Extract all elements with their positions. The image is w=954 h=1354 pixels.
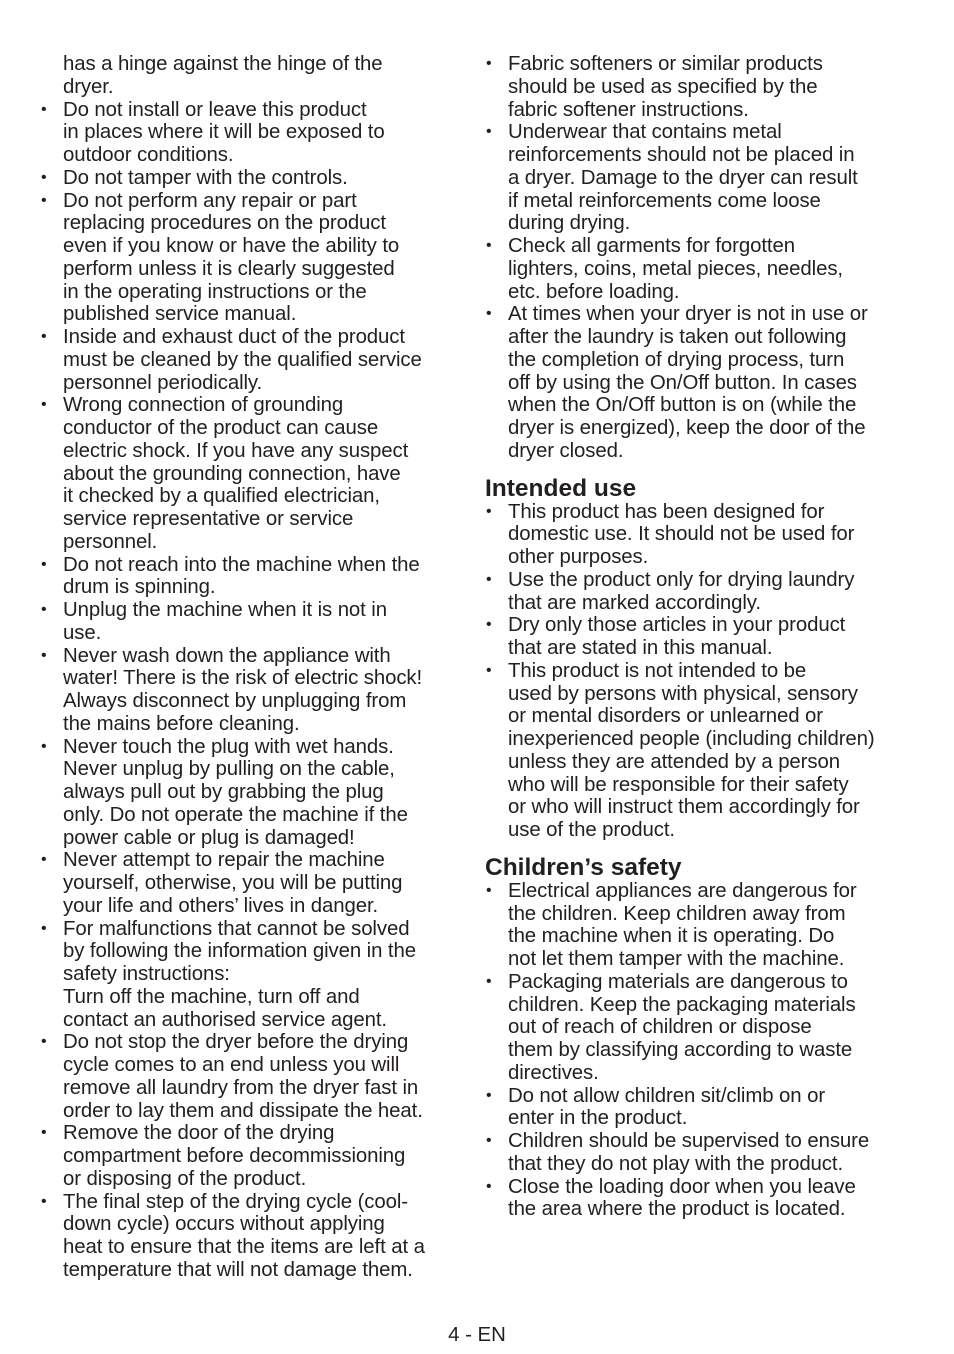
bullet-icon: • bbox=[486, 972, 492, 990]
bullet-icon: • bbox=[41, 396, 47, 414]
list-item: • Close the loading door when you leave the area where the product is located. bbox=[486, 1175, 856, 1221]
list-item: • This product is not intended to be used by persons with physical, sensory or mental disorders or unlearned or inexperienced people (including children) unless they are attended by a person who will be responsible for their safety or who will instruct them accordingly for use of the product. bbox=[486, 659, 875, 841]
intended-use-list bbox=[485, 501, 910, 842]
bullet-icon: • bbox=[41, 555, 47, 573]
continuation-text: has a hinge against the hinge of the dryer. bbox=[63, 53, 383, 98]
bullet-icon: • bbox=[486, 1086, 492, 1104]
list-item: • For malfunctions that cannot be solved by following the information given in the safety instructions: Turn off the machine, turn off and contact an authorised service agent. bbox=[41, 917, 416, 1031]
left-column bbox=[40, 53, 465, 1282]
page-number: 4 - EN bbox=[448, 1324, 506, 1346]
bullet-icon: • bbox=[41, 191, 47, 209]
bullet-icon: • bbox=[486, 123, 492, 141]
bullet-icon: • bbox=[486, 55, 492, 72]
list-item: • Underwear that contains metal reinforcements should not be placed in a dryer. Damage to the dryer can result if metal reinforcements come loose during drying. bbox=[486, 121, 858, 235]
list-item: • This product has been designed for domestic use. It should not be used for other purposes. bbox=[486, 500, 855, 568]
list-item: • Electrical appliances are dangerous for the children. Keep children away from the machine when it is operating. Do not let them tamper with the machine. bbox=[486, 879, 857, 970]
list-item: • Wrong connection of grounding conductor of the product can cause electric shock. If you have any suspect about the grounding connection, have it checked by a qualified electrician, service representative or service personnel. bbox=[41, 394, 409, 553]
list-item: • Unplug the machine when it is not in use. bbox=[41, 599, 387, 644]
bullet-icon: • bbox=[41, 1192, 47, 1210]
list-item: • Never wash down the appliance with water! There is the risk of electric shock! Always disconnect by unplugging from the mains before cleaning. bbox=[41, 644, 423, 735]
bullet-icon: • bbox=[41, 100, 47, 118]
list-item: • The final step of the drying cycle (cool- down cycle) occurs without applying heat to ensure that the items are left at a temperature that will not damage them. bbox=[41, 1190, 425, 1281]
list-item: • Check all garments for forgotten lighters, coins, metal pieces, needles, etc. before loading. bbox=[486, 235, 843, 303]
bullet-icon: • bbox=[486, 570, 492, 588]
bullet-icon: • bbox=[486, 881, 492, 899]
list-item: • At times when your dryer is not in use or after the laundry is taken out following the completion of drying process, turn off by using the On/Off button. In cases when the On/Off button is on (while the dryer is energized), keep the door of the dryer closed. bbox=[486, 303, 868, 462]
list-item: • Never touch the plug with wet hands. Never unplug by pulling on the cable, always pull out by grabbing the plug only. Do not operate the machine if the power cable or plug is damaged! bbox=[41, 735, 408, 849]
bullet-icon: • bbox=[486, 1132, 492, 1149]
bullet-icon: • bbox=[41, 737, 47, 755]
safety-list-right bbox=[485, 53, 910, 463]
list-item: • Remove the door of the drying compartment before decommissioning or disposing of the product. bbox=[41, 1122, 406, 1190]
childrens-safety-list bbox=[485, 880, 910, 1221]
bullet-icon: • bbox=[486, 661, 492, 679]
childrens-safety-heading: Children’s safety bbox=[485, 853, 682, 881]
bullet-icon: • bbox=[41, 1033, 47, 1051]
bullet-icon: • bbox=[486, 616, 492, 634]
list-item: • Do not reach into the machine when the drum is spinning. bbox=[41, 553, 420, 599]
list-item: • Dry only those articles in your product that are stated in this manual. bbox=[486, 614, 846, 659]
bullet-icon: • bbox=[41, 168, 47, 186]
intended-use-heading: Intended use bbox=[485, 474, 637, 502]
list-item: • Do not stop the dryer before the drying cycle comes to an end unless you will remove all laundry from the dryer fast in order to lay them and dissipate the heat. bbox=[41, 1031, 423, 1122]
bullet-icon: • bbox=[486, 305, 492, 323]
list-item: • Fabric softeners or similar products should be used as specified by the fabric softener instructions. bbox=[486, 53, 823, 121]
list-item: • Do not tamper with the controls. bbox=[41, 166, 348, 189]
list-item: • Children should be supervised to ensure that they do not play with the product. bbox=[486, 1130, 870, 1175]
safety-list-left bbox=[40, 99, 465, 1282]
list-item: • Do not install or leave this product in places where it will be exposed to outdoor conditions. bbox=[41, 98, 385, 166]
list-item: • Do not allow children sit/climb on or enter in the product. bbox=[486, 1084, 826, 1130]
list-item: • Do not perform any repair or part replacing procedures on the product even if you know or have the ability to perform unless it is clearly suggested in the operating instructions or the published service manual. bbox=[41, 189, 400, 326]
list-item: • Never attempt to repair the machine yourself, otherwise, you will be putting your life and others’ lives in danger. bbox=[41, 849, 403, 917]
bullet-icon: • bbox=[41, 328, 47, 345]
bullet-icon: • bbox=[41, 1124, 47, 1142]
bullet-icon: • bbox=[41, 646, 47, 664]
bullet-icon: • bbox=[41, 851, 47, 869]
bullet-icon: • bbox=[486, 502, 492, 520]
right-column bbox=[485, 53, 910, 1221]
list-item: • Use the product only for drying laundry that are marked accordingly. bbox=[486, 568, 855, 614]
bullet-icon: • bbox=[486, 237, 492, 254]
list-item: • Packaging materials are dangerous to children. Keep the packaging materials out of reach of children or dispose them by classifying according to waste directives. bbox=[486, 970, 856, 1084]
bullet-icon: • bbox=[41, 601, 47, 618]
bullet-icon: • bbox=[41, 919, 47, 937]
list-item: • Inside and exhaust duct of the product must be cleaned by the qualified service personnel periodically. bbox=[41, 326, 422, 394]
bullet-icon: • bbox=[486, 1177, 492, 1195]
